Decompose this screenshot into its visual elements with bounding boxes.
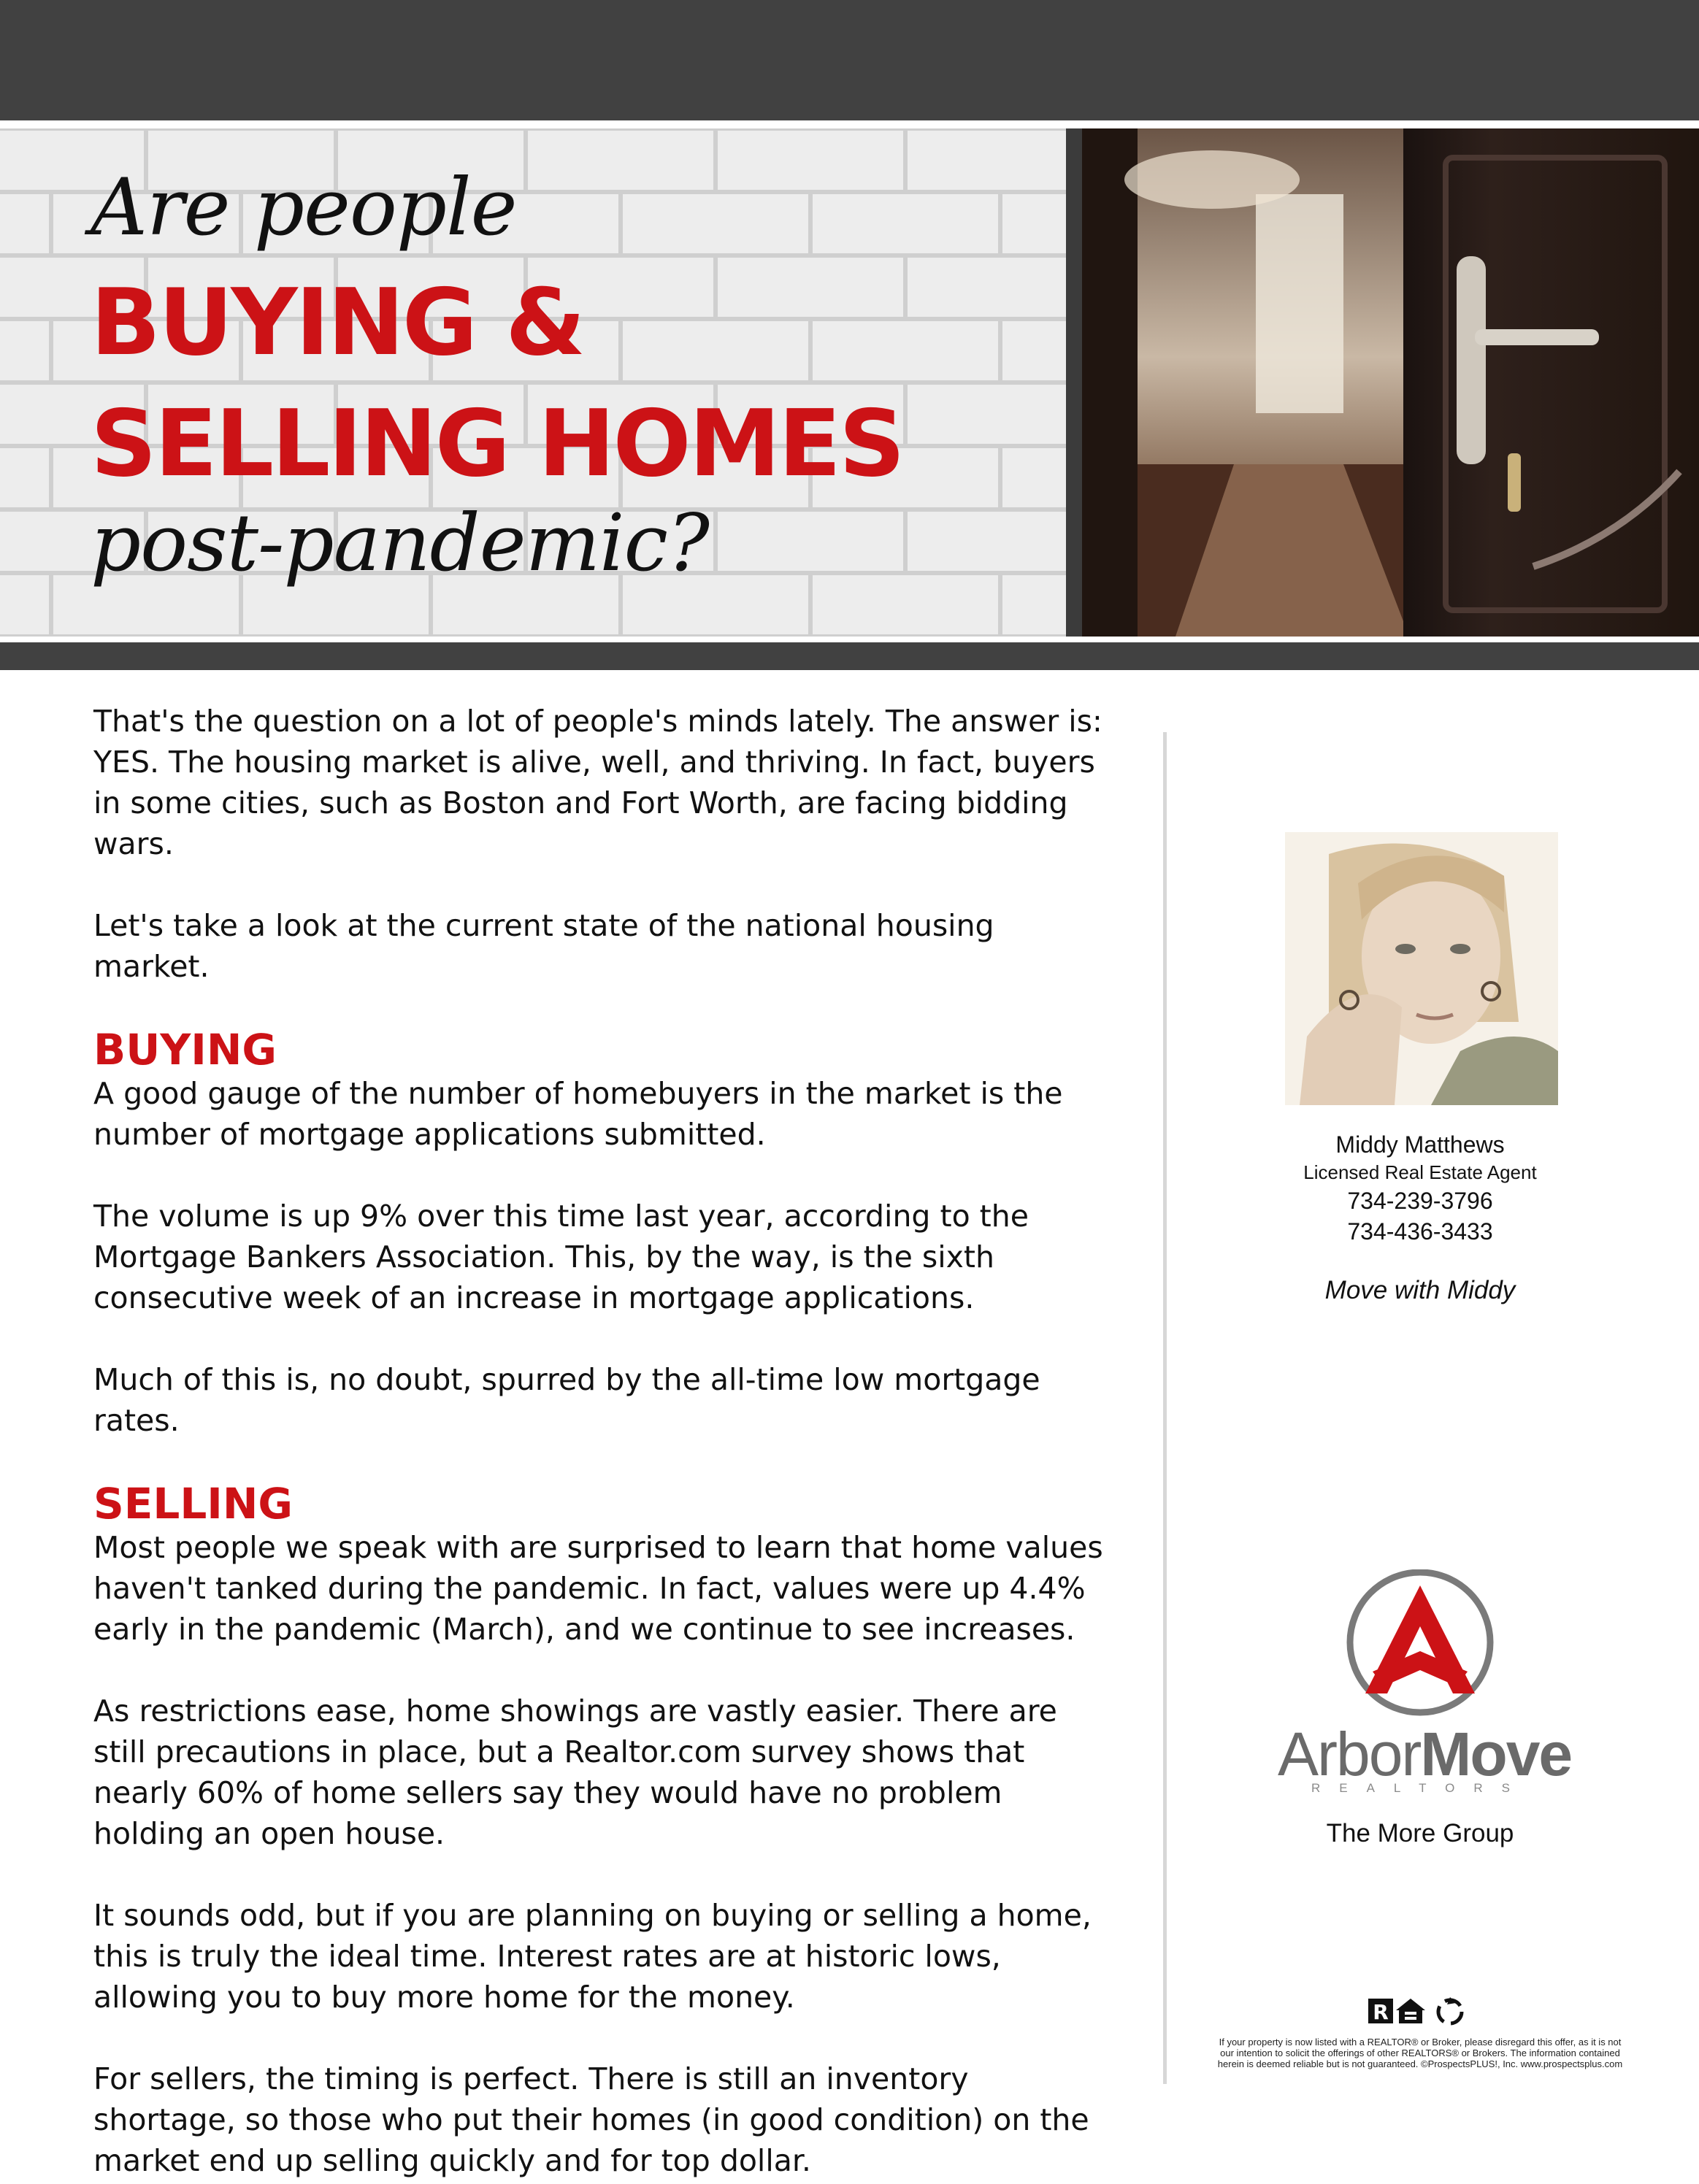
hero-line-selling-homes: SELLING HOMES bbox=[91, 390, 903, 497]
intro-paragraph-2: Let's take a look at the current state of the national housing market. bbox=[93, 908, 994, 984]
agent-phone-2[interactable]: 734-436-3433 bbox=[1347, 1218, 1493, 1245]
agent-contact bbox=[1205, 1130, 1635, 1305]
equal-housing-icon bbox=[1396, 1999, 1425, 2023]
hero-headline bbox=[91, 162, 903, 589]
buying-paragraph-1: A good gauge of the number of homebuyers in the market is the number of mortgage applications submitted. bbox=[93, 1076, 1063, 1152]
hero-line-are-people: Are people bbox=[91, 162, 517, 253]
top-bar bbox=[0, 0, 1699, 120]
group-name: The More Group bbox=[1326, 1819, 1514, 1847]
disclaimer-text: If your property is now listed with a REALTOR® or Broker, please disregard this offer, as it is not our intention to solicit the offerings of other REALTORS® or Brokers. The information contained herein is deemed reliable but is not guaranteed. ©ProspectsPLUS!, Inc. www.prospectsplus.com bbox=[1217, 2037, 1623, 2069]
buying-heading: BUYING bbox=[93, 1025, 277, 1074]
article-body bbox=[93, 701, 1116, 2181]
hero-banner bbox=[0, 128, 1699, 637]
compliance-icons bbox=[1364, 1994, 1481, 2029]
selling-paragraph-2: As restrictions ease, home showings are vastly easier. There are still precautions in place, but a Realtor.com survey shows that nearly 60% of home sellers say they would have no problem holding an open house. bbox=[93, 1693, 1057, 1851]
hero-line-post-pandemic: post-pandemic? bbox=[91, 498, 709, 589]
agent-title: Licensed Real Estate Agent bbox=[1303, 1161, 1537, 1183]
hero-line-buying: BUYING & bbox=[91, 269, 584, 376]
selling-paragraph-4: For sellers, the timing is perfect. There is still an inventory shortage, so those who put their homes (in good condition) on the market end up selling quickly and for top dollar. bbox=[93, 2061, 1089, 2178]
intro-paragraph: That's the question on a lot of people's minds lately. The answer is: YES. The housing market is alive, well, and thriving. In fact, buyers in some cities, such as Boston and Fort Worth, are facing bidding wars. bbox=[93, 704, 1102, 861]
arbormove-logo bbox=[1278, 1569, 1572, 1818]
logo-wordmark bbox=[1278, 1719, 1572, 1790]
selling-heading: SELLING bbox=[93, 1479, 294, 1529]
agent-tagline: Move with Middy bbox=[1324, 1276, 1516, 1304]
buying-paragraph-2: The volume is up 9% over this time last year, according to the Mortgage Bankers Association. This, by the way, is the sixth consecutive week of an increase in mortgage applications. bbox=[93, 1199, 1029, 1315]
column-divider bbox=[1163, 732, 1167, 2084]
logo-word-move: Move bbox=[1420, 1720, 1572, 1788]
recycle-icon bbox=[1438, 1997, 1462, 2023]
buying-paragraph-3: Much of this is, no doubt, spurred by the all-time low mortgage rates. bbox=[93, 1362, 1040, 1438]
agent-name: Middy Matthews bbox=[1335, 1131, 1505, 1158]
agent-avatar bbox=[1285, 832, 1558, 1105]
open-door-photo bbox=[1066, 128, 1699, 637]
selling-paragraph-3: It sounds odd, but if you are planning on buying or selling a home, this is truly the ideal time. Interest rates are at historic lows, allowing you to buy more home for the money. bbox=[93, 1898, 1092, 2015]
realtor-r-icon bbox=[1368, 1999, 1393, 2024]
arbormove-emblem-icon bbox=[1278, 1569, 1562, 1723]
header-bottom-bar bbox=[0, 642, 1699, 670]
selling-paragraph-1: Most people we speak with are surprised to learn that home values haven't tanked during the pandemic. In fact, values were up 4.4% early in the pandemic (March), and we continue to see increases. bbox=[93, 1530, 1103, 1647]
logo-word-arbor: Arbor bbox=[1278, 1720, 1421, 1788]
logo-subtext: REALTORS bbox=[1311, 1781, 1530, 1795]
svg-text:R: R bbox=[1373, 2000, 1389, 2024]
agent-phone-1[interactable]: 734-239-3796 bbox=[1347, 1188, 1493, 1214]
